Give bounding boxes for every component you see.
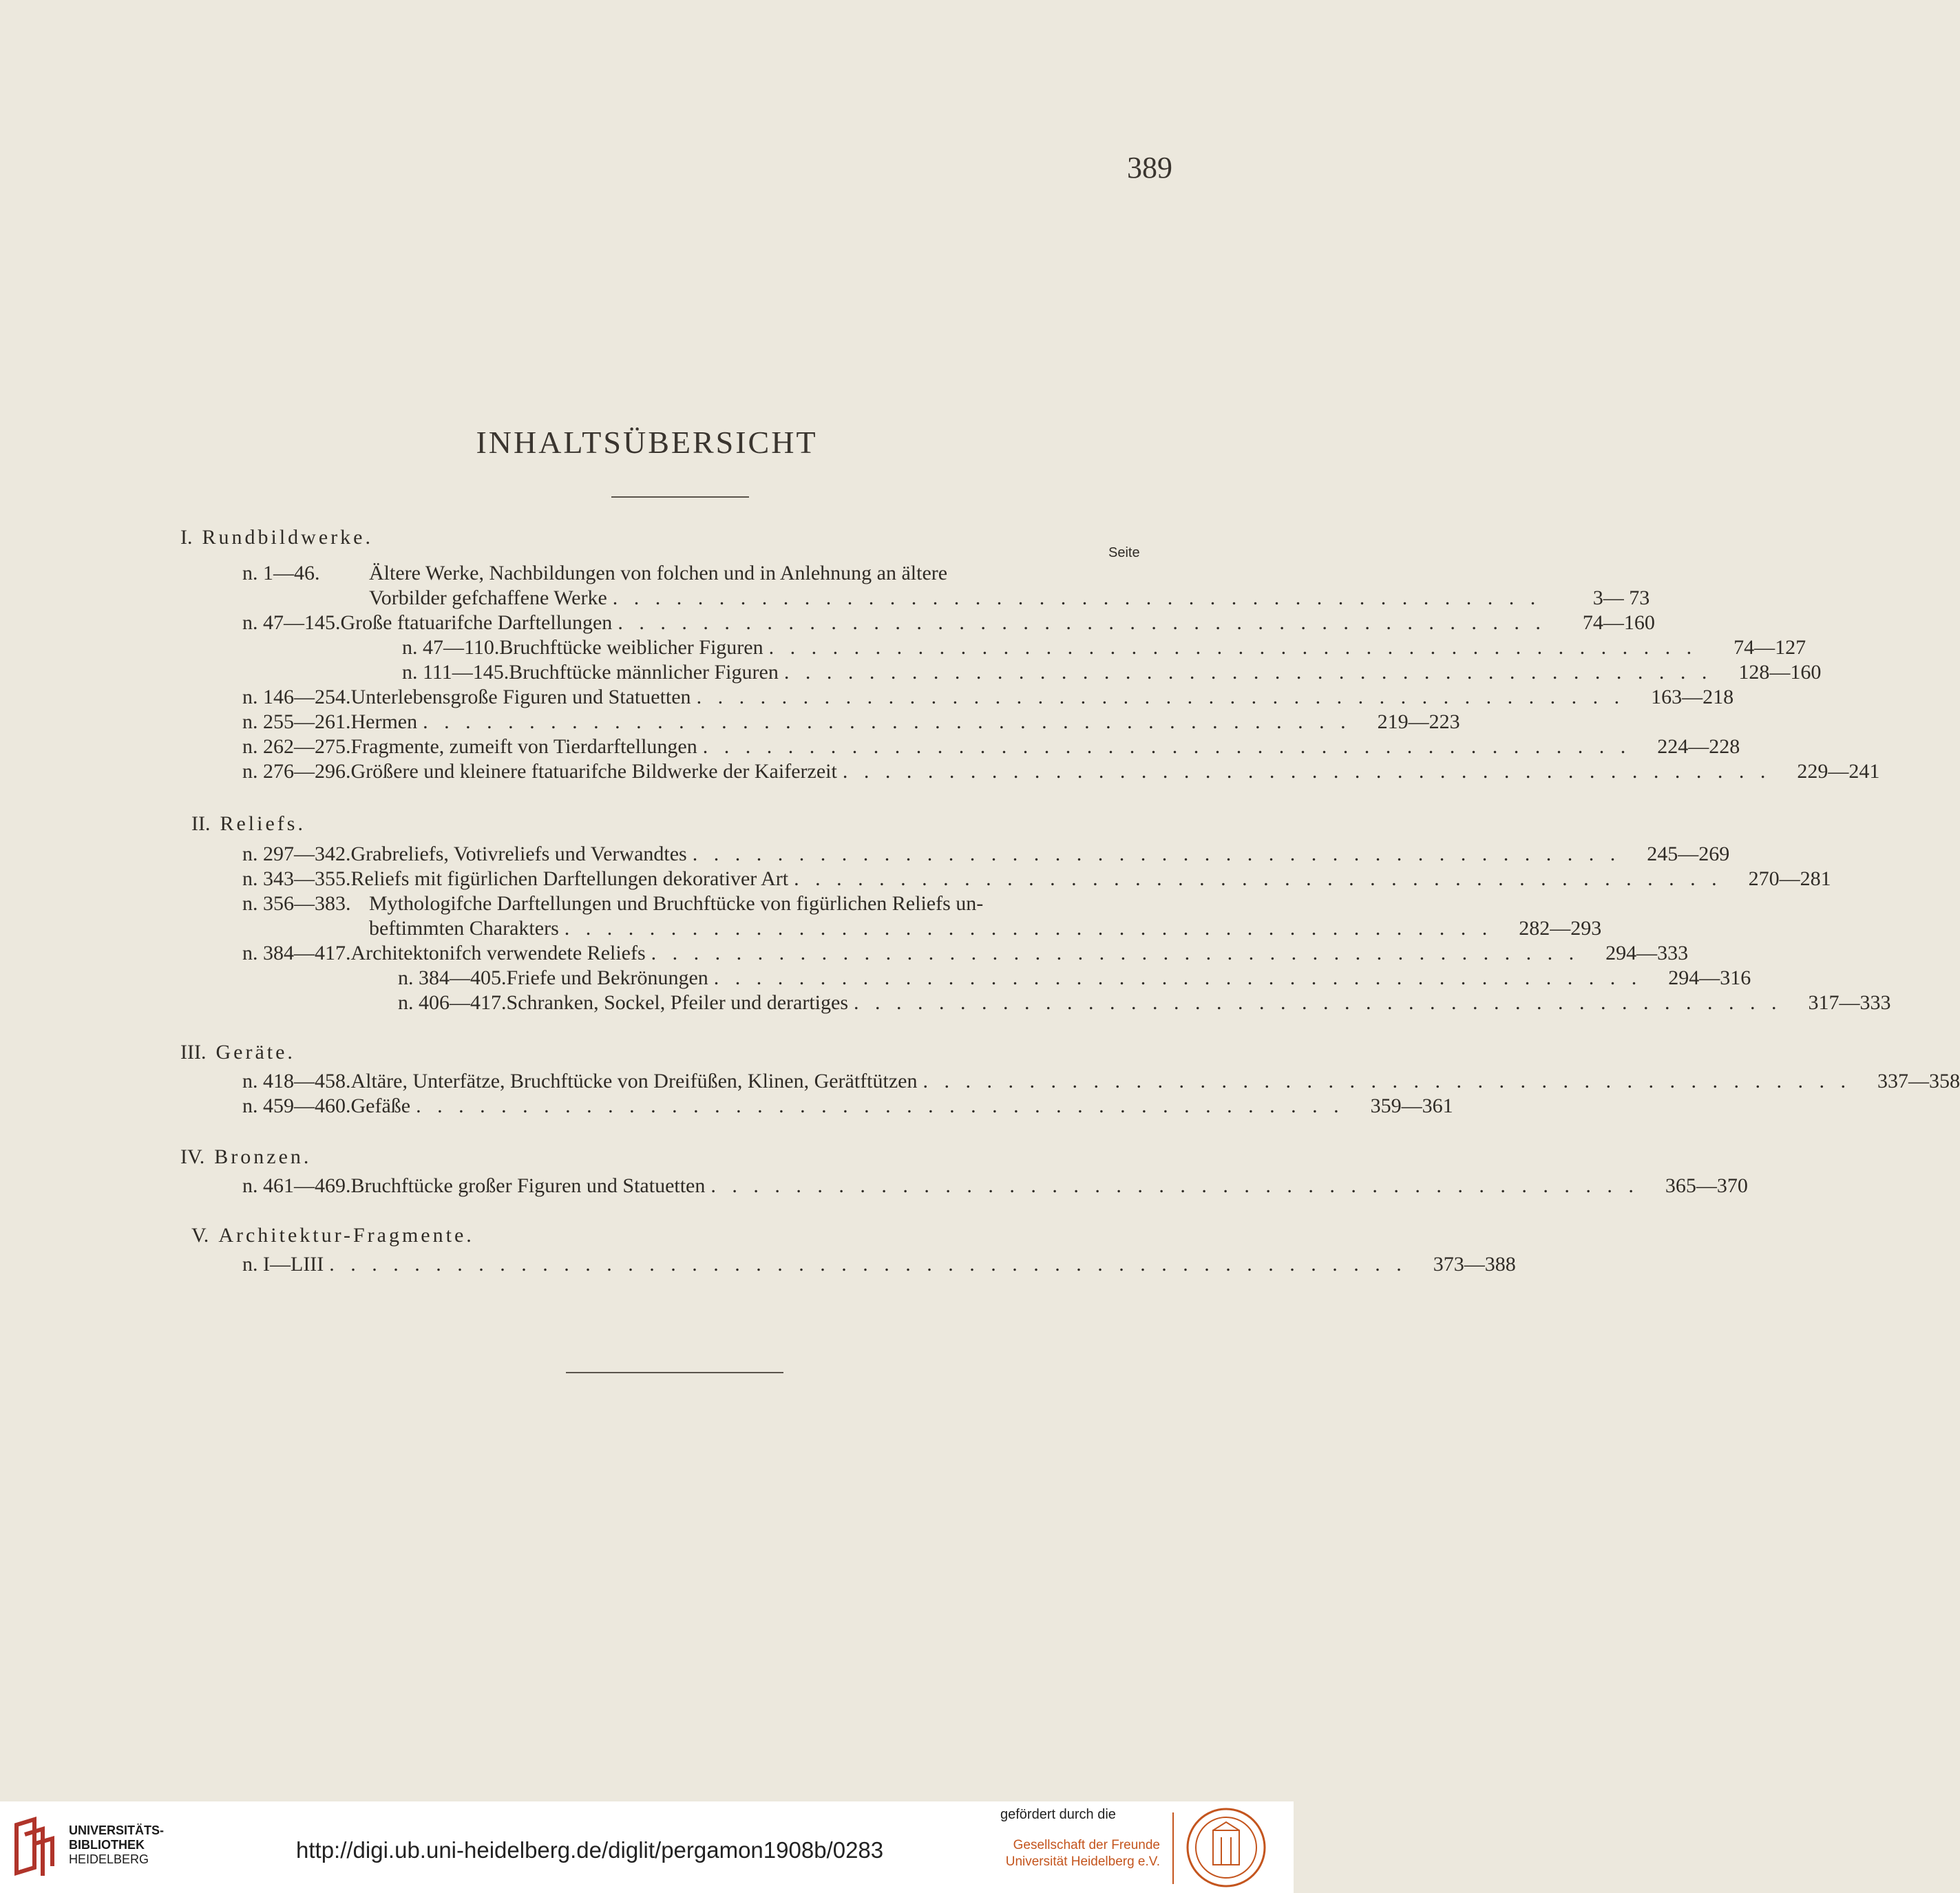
- leader-dots: . . . . . . . . . . . . . . . . . . . . . . . . . . . . . . . . . . . . . . . . . . . .: [783, 661, 1713, 684]
- library-name-line2: BIBLIOTHEK: [69, 1838, 145, 1852]
- toc-row: [369, 917, 1602, 942]
- entry-ref: n. 146—254.: [242, 686, 351, 708]
- toc-subrow: [398, 991, 1891, 1016]
- toc-row: [242, 686, 1734, 710]
- leader-dots: . . . . . . . . . . . . . . . . . . . . . . . . . . . . . . . . . . . . . . . . . . . .: [612, 586, 1541, 609]
- entry-text: Große ftatuarifche Darftellungen: [340, 611, 613, 634]
- library-logo-icon: [14, 1818, 55, 1876]
- toc-row: [242, 1070, 1960, 1094]
- end-divider: [566, 1372, 783, 1373]
- entry-text: Bruchftücke männlicher Figuren: [509, 661, 779, 684]
- leader-dots: . . . . . . . . . . . . . . . . . . . . . . . . . . . . . . . . . . . . . . . . . . . .: [416, 1094, 1345, 1117]
- section-name: Reliefs.: [220, 812, 306, 835]
- entry-ref: n. 418—458.: [242, 1070, 351, 1092]
- society-name-line1: Gesellschaft der Freunde: [1013, 1838, 1160, 1852]
- entry-text: Größere und kleinere ftatuarifche Bildwerke der Kaiferzeit: [350, 760, 837, 783]
- leader-dots: . . . . . . . . . . . . . . . . . . . . . . . . . . . . . . . . . . . . . . . . . . . .: [854, 991, 1782, 1014]
- leader-dots: . . . . . . . . . . . . . . . . . . . . . . . . . . . . . . . . . . . . . . . . . . . .: [423, 710, 1351, 733]
- entry-ref: n. 459—460.: [242, 1094, 351, 1117]
- toc-row: [242, 735, 1740, 760]
- entry-text: Grabreliefs, Votivreliefs und Verwandtes: [350, 843, 687, 865]
- leader-dots: . . . . . . . . . . . . . . . . . . . . . . . . . . . . . . . . . . . . . . . . . . . .: [842, 760, 1771, 783]
- section-numeral: I.: [180, 526, 193, 549]
- library-name: [69, 1823, 164, 1867]
- entry-text: Architektonifch verwendete Reliefs: [350, 942, 646, 964]
- leader-dots: . . . . . . . . . . . . . . . . . . . . . . . . . . . . . . . . . . . . . . . . . . . .: [618, 611, 1546, 634]
- entry-ref: n. 356—383.: [242, 892, 351, 915]
- toc-row: [242, 1094, 1453, 1119]
- entry-pages: 282—293: [1519, 917, 1602, 940]
- entry-pages: 128—160: [1738, 661, 1822, 684]
- section-heading: [180, 1145, 311, 1169]
- entry-text: Hermen: [350, 710, 418, 733]
- title-divider: [611, 496, 749, 498]
- entry-pages: 219—223: [1377, 710, 1460, 733]
- footer-bar: [0, 1801, 1294, 1893]
- section-numeral: II.: [191, 812, 211, 835]
- entry-pages: 224—228: [1657, 735, 1740, 758]
- entry-ref: n. 406—417.: [398, 991, 507, 1014]
- entry-pages: 373—388: [1433, 1253, 1516, 1276]
- entry-ref: n. 384—417.: [242, 942, 351, 964]
- leader-dots: . . . . . . . . . . . . . . . . . . . . . . . . . . . . . . . . . . . . . . . . . . . .: [794, 867, 1722, 890]
- library-name-line3: HEIDELBERG: [69, 1852, 149, 1866]
- entry-text: Altäre, Unterfätze, Bruchftücke von Dreifüßen, Klinen, Gerätftützen: [350, 1070, 918, 1092]
- entry-pages: 163—218: [1651, 686, 1734, 708]
- society-name: [1000, 1837, 1160, 1870]
- section-numeral: III.: [180, 1041, 207, 1064]
- page-number: 389: [1127, 151, 1172, 184]
- entry-text-continued: Vorbilder gefchaffene Werke: [369, 586, 607, 609]
- leader-dots: . . . . . . . . . . . . . . . . . . . . . . . . . . . . . . . . . . . . . . . . . . . .: [713, 966, 1643, 989]
- toc-row: [242, 710, 1460, 735]
- entry-text: Mythologifche Darftellungen und Bruchftücke von figürlichen Reliefs un-: [369, 892, 984, 915]
- entry-ref: n. 255—261.: [242, 710, 351, 733]
- entry-text: Ältere Werke, Nachbildungen von folchen und in Anlehnung an ältere: [369, 562, 948, 584]
- entry-text: Fragmente, zumeift von Tierdarftellungen: [350, 735, 697, 758]
- entry-ref: n. 47—145.: [242, 611, 341, 634]
- entry-pages: 270—281: [1748, 867, 1831, 890]
- section-name: Rundbildwerke.: [202, 526, 373, 549]
- entry-text: Bruchftücke weiblicher Figuren: [499, 636, 763, 659]
- leader-dots: . . . . . . . . . . . . . . . . . . . . . . . . . . . . . . . . . . . . . . . . . . . .: [702, 735, 1632, 758]
- permalink-url[interactable]: http://digi.ub.uni-heidelberg.de/diglit/pergamon1908b/0283: [296, 1837, 884, 1863]
- entry-ref: n. 1—46.: [242, 562, 320, 584]
- entry-pages: 359—361: [1370, 1094, 1453, 1117]
- toc-row: [369, 586, 1650, 611]
- section-name: Geräte.: [215, 1041, 295, 1064]
- entry-pages: 74—160: [1582, 611, 1655, 634]
- university-seal-icon: [1186, 1807, 1267, 1888]
- section-heading: [191, 812, 306, 836]
- entry-ref: n. 461—469.: [242, 1174, 351, 1197]
- toc-row: [242, 843, 1730, 867]
- entry-text: Friefe und Bekrönungen: [506, 966, 708, 989]
- leader-dots: . . . . . . . . . . . . . . . . . . . . . . . . . . . . . . . . . . . . . . . . . . . .: [564, 917, 1493, 940]
- entry-pages: 229—241: [1797, 760, 1880, 783]
- toc-row: [242, 1174, 1748, 1199]
- footer-divider: [1172, 1812, 1174, 1884]
- toc-row: [242, 867, 1831, 892]
- section-name: Architektur-Fragmente.: [218, 1224, 474, 1247]
- entry-pages: 294—316: [1668, 966, 1751, 989]
- entry-ref: n. 297—342.: [242, 843, 351, 865]
- toc-subrow: [402, 636, 1806, 661]
- entry-text: Gefäße: [350, 1094, 411, 1117]
- entry-ref: n. 47—110.: [402, 636, 500, 659]
- section-name: Bronzen.: [214, 1145, 312, 1168]
- entry-pages: 294—333: [1605, 942, 1689, 964]
- entry-text-continued: beftimmten Charakters: [369, 917, 559, 940]
- entry-ref: n. I—LIII: [242, 1253, 324, 1276]
- entry-ref: n. 384—405.: [398, 966, 507, 989]
- section-numeral: IV.: [180, 1145, 205, 1168]
- entry-ref: n. 111—145.: [402, 661, 509, 684]
- leader-dots: . . . . . . . . . . . . . . . . . . . . . . . . . . . . . . . . . . . . . . . . . . . .: [923, 1070, 1851, 1092]
- toc-row: [242, 760, 1880, 785]
- entry-text: Reliefs mit figürlichen Darftellungen dekorativer Art: [350, 867, 789, 890]
- page-title: INHALTSÜBERSICHT: [476, 425, 818, 460]
- entry-pages: 365—370: [1665, 1174, 1748, 1197]
- section-heading: [180, 1041, 295, 1064]
- entry-text: Unterlebensgroße Figuren und Statuetten: [350, 686, 691, 708]
- entry-pages: 317—333: [1808, 991, 1891, 1014]
- leader-dots: . . . . . . . . . . . . . . . . . . . . . . . . . . . . . . . . . . . . . . . . . . . .: [692, 843, 1621, 865]
- society-name-line2: Universität Heidelberg e.V.: [1005, 1854, 1160, 1869]
- leader-dots: . . . . . . . . . . . . . . . . . . . . . . . . . . . . . . . . . . . . . . . . . . . . . . . . . . .: [329, 1253, 1407, 1276]
- entry-ref: n. 262—275.: [242, 735, 351, 758]
- library-name-line1: UNIVERSITÄTS-: [69, 1823, 165, 1837]
- table-of-contents: [0, 526, 1960, 1311]
- leader-dots: . . . . . . . . . . . . . . . . . . . . . . . . . . . . . . . . . . . . . . . . . . . .: [768, 636, 1698, 659]
- entry-pages: 337—358: [1877, 1070, 1960, 1092]
- promoted-by-label: gefördert durch die: [1000, 1807, 1116, 1822]
- entry-ref: n. 276—296.: [242, 760, 351, 783]
- leader-dots: . . . . . . . . . . . . . . . . . . . . . . . . . . . . . . . . . . . . . . . . . . . .: [696, 686, 1625, 708]
- toc-row: [242, 611, 1655, 636]
- section-heading: [180, 526, 373, 549]
- leader-dots: . . . . . . . . . . . . . . . . . . . . . . . . . . . . . . . . . . . . . . . . . . . .: [651, 942, 1580, 964]
- toc-row: [242, 1253, 1516, 1278]
- entry-pages: 74—127: [1734, 636, 1806, 659]
- entry-text: Schranken, Sockel, Pfeiler und derartiges: [506, 991, 849, 1014]
- entry-ref: n. 343—355.: [242, 867, 351, 890]
- entry-pages: 3— 73: [1592, 586, 1650, 609]
- pages-column-label: Seite: [1108, 545, 1140, 560]
- section-numeral: V.: [191, 1224, 209, 1247]
- entry-pages: 245—269: [1647, 843, 1730, 865]
- toc-subrow: [402, 661, 1822, 686]
- entry-text: Bruchftücke großer Figuren und Statuetten: [350, 1174, 706, 1197]
- toc-row: [242, 942, 1689, 966]
- leader-dots: . . . . . . . . . . . . . . . . . . . . . . . . . . . . . . . . . . . . . . . . . . . .: [710, 1174, 1639, 1197]
- section-heading: [191, 1224, 474, 1247]
- toc-subrow: [398, 966, 1751, 991]
